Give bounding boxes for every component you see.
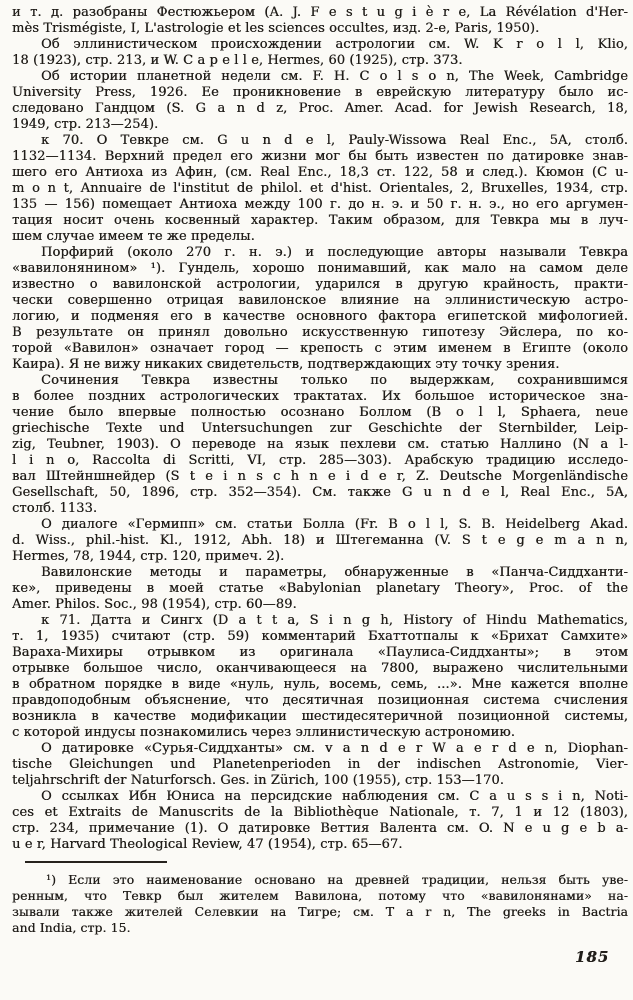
text-line: Сочинения Тевкра известны только по выдержкам, сохранившимся	[41, 373, 628, 388]
text-line: 18 (1923), стр. 213, и W. C a p e l l e, Hermes, 60 (1925), стр. 373.	[12, 53, 463, 68]
paragraph	[12, 741, 628, 789]
text-line: О ссылках Ибн Юниса на персидские наблюдения см. C a u s s i n, Noti-	[41, 789, 628, 804]
text-line: торой «Вавилон» означает город — крепость с этим именем в Египте (около	[12, 341, 628, 356]
text-line: griechische Texte und Untersuchungen zur Geschichte der Sternbilder, Leip-	[12, 421, 628, 436]
text-line: к 71. Датта и Сингх (D a t t a, S i n g h, History of Hindu Mathematics,	[41, 613, 628, 628]
text-line: в более поздних астрологических трактатах. Их большое историческое зна-	[12, 389, 628, 404]
text-line: и т. д. разобраны Фестюжьером (A. J. F e s t u g i è r e, La Révélation d'Her-	[12, 5, 628, 20]
text-line: с которой индусы познакомились через эллинистическую астрономию.	[12, 725, 515, 740]
text-line: u e r, Harvard Theological Review, 47 (1954), стр. 65—67.	[12, 837, 403, 852]
text-line: стр. 234, примечание (1). О датировке Веттия Валента см. O. N e u g e b a-	[12, 821, 628, 836]
paragraph	[12, 5, 628, 37]
text-line: Amer. Philos. Soc., 98 (1954), стр. 60—89.	[12, 597, 297, 612]
footnote-rule	[25, 861, 167, 863]
text-line: zig, Teubner, 1903). О переводе на язык пехлеви см. статью Наллино (N a l-	[12, 437, 628, 452]
text-line: d. Wiss., phil.-hist. Kl., 1912, Abh. 18) и Штегеманна (V. S t e g e m a n n,	[12, 533, 628, 548]
text-line: чение было впервые полностью осознано Боллом (B o l l, Sphaera, neue	[12, 405, 628, 420]
text-line: О датировке «Сурья-Сиддханты» см. v a n d e r W a e r d e n, Diophan-	[41, 741, 628, 756]
text-line: teljahrschrift der Naturforsch. Ges. in Zürich, 100 (1955), стр. 153—170.	[12, 773, 504, 788]
text-line: отрывке большое число, оканчивающееся на 7800, выражено числительными	[12, 661, 628, 676]
text-line: чески совершенно отрицая вавилонское влияние на эллинистическую астро-	[12, 293, 628, 308]
text-line: т. 1, 1935) считают (стр. 59) комментарий Бхаттотпалы к «Брихат Самхите»	[12, 629, 628, 644]
footnote-line: and India, стр. 15.	[12, 920, 131, 935]
text-line: Каира). Я не вижу никаких свидетельств, подтверждающих эту точку зрения.	[12, 357, 560, 372]
text-line: столб. 1133.	[12, 501, 98, 516]
text-line: «вавилонянином» ¹). Гундель, хорошо понимавший, как мало на самом деле	[12, 261, 628, 276]
text-line: возникла в качестве модификации шестидесятеричной позиционной системы,	[12, 709, 628, 724]
text-line: логию, и подменяя его в качестве основного фактора египетской мифологией.	[12, 309, 628, 324]
text-line: 1132—1134. Верхний предел его жизни мог бы быть известен по датировке знав-	[12, 149, 628, 164]
paragraph	[12, 373, 628, 517]
text-line: 135 — 156) помещает Антиоха между 100 г. до н. э. и 50 г. н. э., но его аргумен-	[12, 197, 628, 212]
paragraph	[12, 613, 628, 741]
text-line: тация носит очень косвенный характер. Таким образом, для Тевкра мы в луч-	[12, 213, 628, 228]
text-line: 1949, стр. 213—254).	[12, 117, 159, 132]
text-line: правдоподобным объяснение, что десятичная позиционная система счисления	[12, 693, 628, 708]
text-line: ке», приведены в моей статье «Babylonian planetary Theory», Proc. of the	[12, 581, 628, 596]
paragraph	[12, 133, 628, 245]
text-line: l i n o, Raccolta di Scritti, VI, стр. 285—303). Арабскую традицию исследо-	[12, 453, 628, 468]
footnote	[12, 872, 628, 936]
footnote-line: ¹) Если это наименование основано на древней традиции, нельзя быть уве-	[46, 872, 628, 887]
text-line: Об эллинистическом происхождении астрологии см. W. K r o l l, Klio,	[41, 37, 628, 52]
text-line: вал Штейншнейдер (S t e i n s c h n e i d e r, Z. Deutsche Morgenländische	[12, 469, 628, 484]
text-line: Gesellschaft, 50, 1896, стр. 352—354). См. также G u n d e l, Real Enc., 5A,	[12, 485, 628, 500]
text-line: Вавилонские методы и параметры, обнаруженные в «Панча-Сиддханти-	[41, 565, 628, 580]
text-line: следовано Гандцом (S. G a n d z, Proc. Amer. Acad. for Jewish Research, 18,	[12, 101, 628, 116]
footnote-line: ренным, что Тевкр был жителем Вавилона, потому что «вавилонянами» на-	[12, 888, 628, 903]
text-line: В результате он принял довольно искусственную гипотезу Эйслера, по ко-	[12, 325, 628, 340]
text-line: О диалоге «Гермипп» см. статьи Болла (Fr. B o l l, S. B. Heidelberg Akad.	[41, 517, 628, 532]
text-line: ces et Extraits de Manuscrits de la Bibliothèque Nationale, т. 7, 1 и 12 (1803),	[12, 805, 628, 820]
text-line: tische Gleichungen und Planetenperioden in der indischen Astronomie, Vier-	[12, 757, 628, 772]
text-line: University Press, 1926. Ее проникновение в еврейскую литературу было ис-	[12, 85, 628, 100]
paragraph	[12, 37, 628, 69]
footnote-line: зывали также жителей Селевкии на Тигре; см. T a r n, The greeks in Bactria	[12, 904, 628, 919]
text-line: Об истории планетной недели см. F. H. C o l s o n, The Week, Cambridge	[41, 69, 628, 84]
paragraph	[12, 245, 628, 373]
text-line: mès Trismégiste, I, L'astrologie et les sciences occultes, изд. 2-е, Paris, 1950).	[12, 21, 540, 36]
paragraph	[12, 517, 628, 565]
text-line: к 70. О Тевкре см. G u n d e l, Pauly-Wissowa Real Enc., 5A, столб.	[41, 133, 628, 148]
text-line: Порфирий (около 270 г. н. э.) и последующие авторы называли Тевкра	[41, 245, 628, 260]
page-number: 185	[575, 948, 610, 966]
text-line: известно о вавилонской астрологии, ударился в другую крайность, практи-	[12, 277, 628, 292]
paragraph	[12, 789, 628, 853]
paragraph	[12, 565, 628, 613]
text-line: шем случае имеем те же пределы.	[12, 229, 255, 244]
paragraph	[12, 69, 628, 133]
text-line: m o n t, Annuaire de l'institut de philol. et d'hist. Orientales, 2, Bruxelles, 1934, стр.	[12, 181, 628, 196]
main-text	[12, 5, 628, 853]
text-line: Вараха-Михиры отрывком из оригинала «Паулиса-Сиддханты»; в этом	[12, 645, 628, 660]
text-line: в обратном порядке в виде «нуль, нуль, восемь, семь, ...». Мне кажется вполне	[12, 677, 628, 692]
text-line: шего его Антиоха из Афин, (см. Real Enc., 18,3 ст. 122, 58 и след.). Кюмон (C u-	[12, 165, 628, 180]
text-line: Hermes, 78, 1944, стр. 120, примеч. 2).	[12, 549, 285, 564]
